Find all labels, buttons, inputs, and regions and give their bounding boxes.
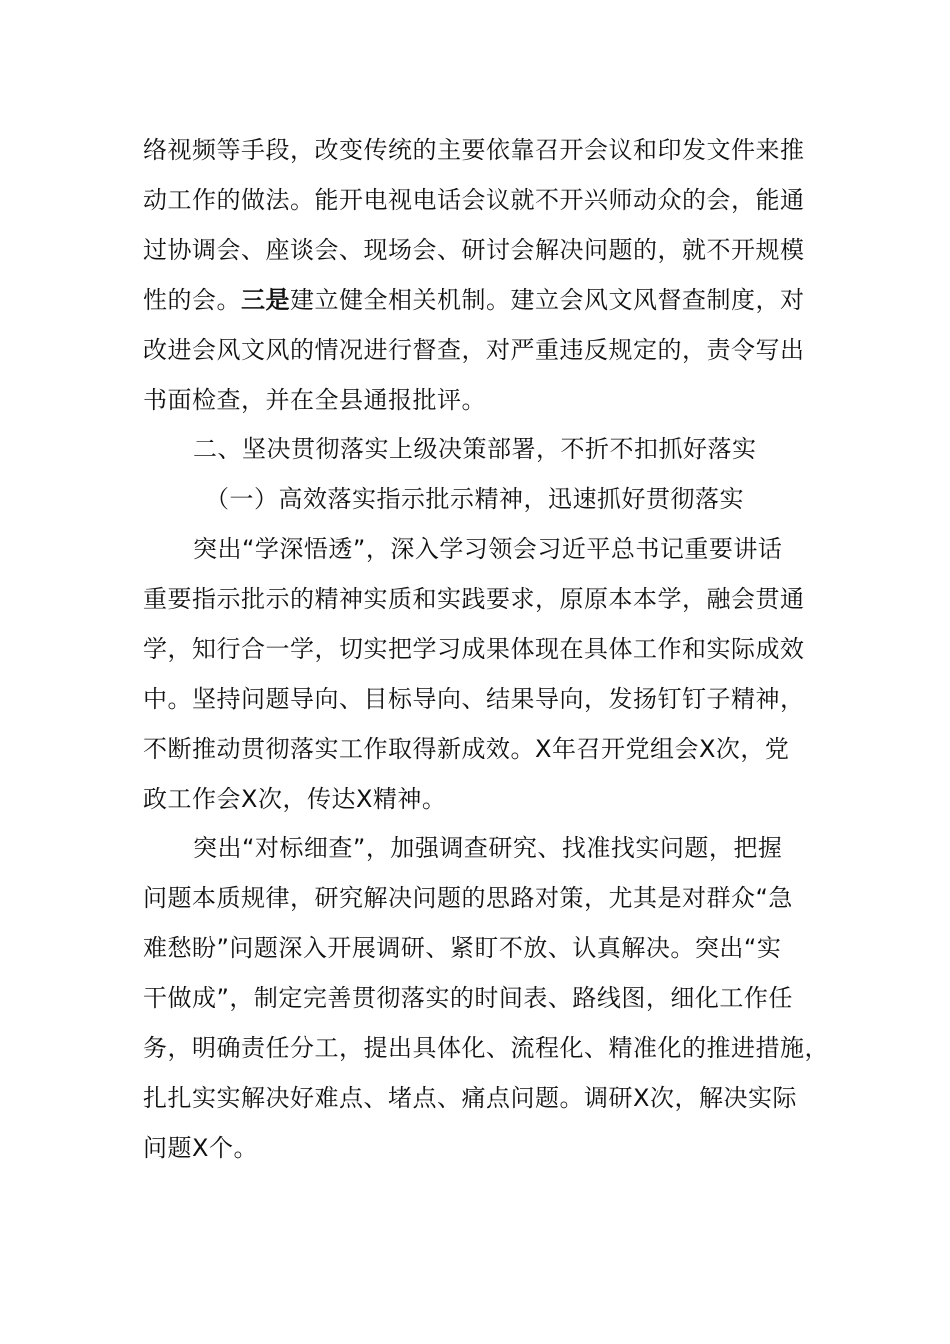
text-line: 干做成”，制定完善贯彻落实的时间表、路线图，细化工作任 (143, 984, 793, 1012)
text-line: 扎扎实实解决好难点、堵点、痛点问题。调研X次，解决实际 (143, 1084, 797, 1112)
text-line: 不断推动贯彻落实工作取得新成效。X年召开党组会X次，党 (143, 735, 790, 763)
text-line: 中。坚持问题导向、目标导向、结果导向，发扬钉钉子精神， (143, 685, 805, 713)
text-line: 动工作的做法。能开电视电话会议就不开兴师动众的会，能通 (143, 186, 805, 214)
text-line: 书面检查，并在全县通报批评。 (143, 386, 486, 414)
text-line: 务，明确责任分工，提出具体化、流程化、精准化的推进措施， (143, 1034, 829, 1062)
text-segment: 性的会。 (143, 286, 241, 314)
text-line: 难愁盼”问题深入开展调研、紧盯不放、认真解决。突出“实 (143, 934, 782, 962)
bold-keyword: 三是 (241, 286, 290, 314)
text-line: 政工作会X次，传达X精神。 (143, 785, 447, 813)
text-line: 络视频等手段，改变传统的主要依靠召开会议和印发文件来推 (143, 136, 805, 164)
text-line: 问题X个。 (143, 1134, 258, 1162)
text-line: 学，知行合一学，切实把学习成果体现在具体工作和实际成效 (143, 635, 805, 663)
text-line-mixed (143, 283, 805, 317)
paragraph-start-line: 突出“学深悟透”，深入学习领会习近平总书记重要讲话 (193, 535, 783, 563)
text-line: 过协调会、座谈会、现场会、研讨会解决问题的，就不开规模 (143, 236, 805, 264)
section-heading: 二、坚决贯彻落实上级决策部署，不折不扣抓好落实 (193, 435, 757, 463)
text-segment: 建立健全相关机制。建立会风文风督查制度，对 (290, 286, 805, 314)
text-line: 重要指示批示的精神实质和实践要求，原原本本学，融会贯通 (143, 585, 805, 613)
paragraph-start-line: 突出“对标细查”，加强调查研究、找准找实问题，把握 (193, 834, 783, 862)
text-line: 问题本质规律，研究解决问题的思路对策，尤其是对群众“急 (143, 884, 793, 912)
subsection-heading: （一）高效落实指示批示精神，迅速抓好贯彻落实 (205, 485, 744, 513)
text-line: 改进会风文风的情况进行督查，对严重违反规定的，责令写出 (143, 336, 805, 364)
